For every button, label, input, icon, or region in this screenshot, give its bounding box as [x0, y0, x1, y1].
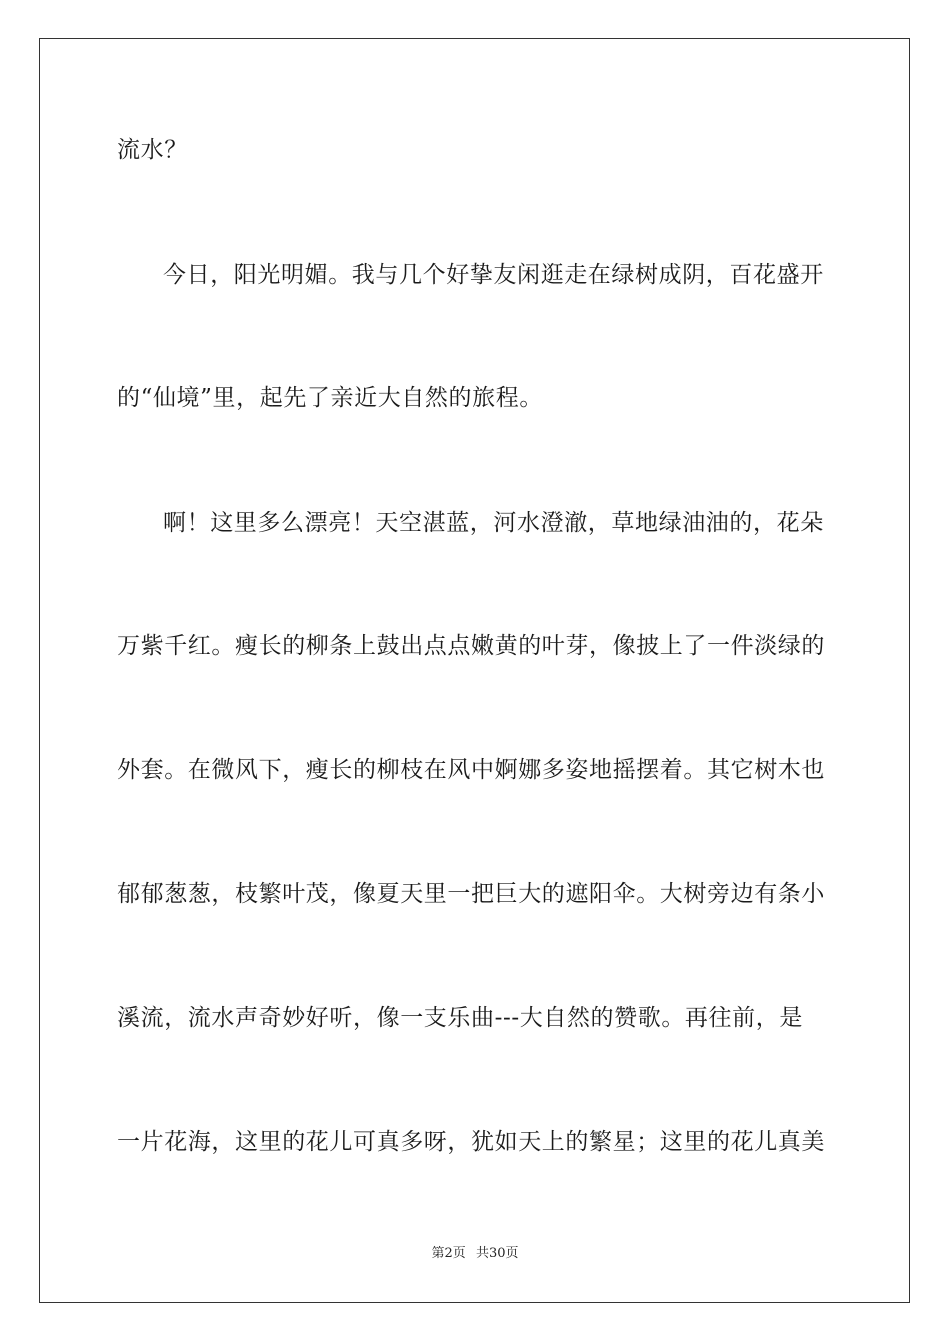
text-line: 万紫千红。瘦长的柳条上鼓出点点嫩黄的叶芽，像披上了一件淡绿的	[117, 633, 825, 659]
page-border	[39, 38, 910, 1303]
page-footer	[0, 1245, 950, 1263]
text-line: 啊！这里多么漂亮！天空湛蓝，河水澄澈，草地绿油油的，花朵	[163, 510, 824, 536]
text-line: 今日，阳光明媚。我与几个好挚友闲逛走在绿树成阴，百花盛开	[163, 262, 824, 288]
text-line: 流水？	[117, 137, 188, 163]
page-number: 第2页	[431, 1246, 466, 1261]
text-line: 溪流，流水声奇妙好听，像一支乐曲---大自然的赞歌。再往前，是	[117, 1005, 803, 1031]
text-line: 的“仙境”里，起先了亲近大自然的旅程。	[117, 385, 543, 411]
total-pages: 共30页	[475, 1246, 519, 1261]
text-line: 郁郁葱葱，枝繁叶茂，像夏天里一把巨大的遮阳伞。大树旁边有条小	[117, 881, 825, 907]
text-line: 一片花海，这里的花儿可真多呀，犹如天上的繁星；这里的花儿真美	[117, 1129, 825, 1155]
text-line: 外套。在微风下，瘦长的柳枝在风中婀娜多姿地摇摆着。其它树木也	[117, 757, 825, 783]
